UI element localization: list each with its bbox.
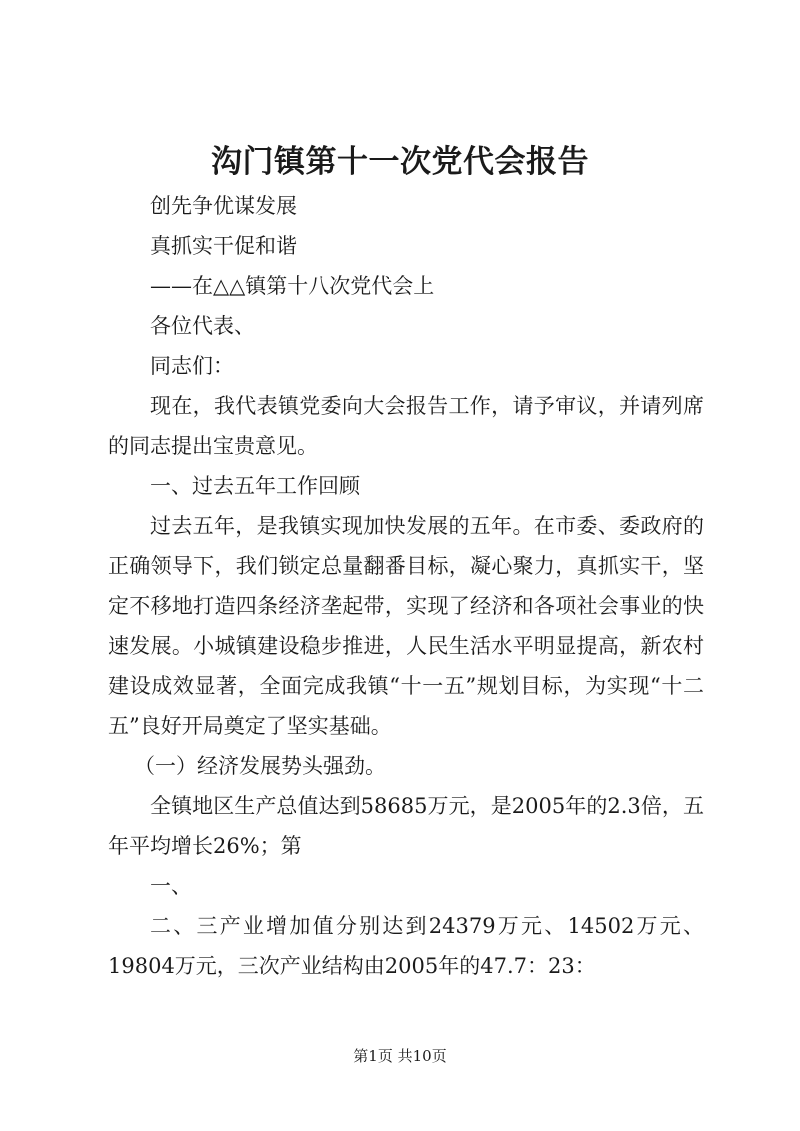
document-title: 沟门镇第十一次党代会报告 xyxy=(211,144,589,180)
document-body xyxy=(108,186,704,986)
paragraph-fragment: 一、 xyxy=(150,874,192,898)
paragraph-industries: 二、三产业增加值分别达到24379万元、14502万元、19804万元，三次产业结构由2005年的47.7：23： xyxy=(108,914,704,978)
section-heading: 一、过去五年工作回顾 xyxy=(150,474,360,498)
page-number-footer: 第1页 共10页 xyxy=(353,1047,447,1065)
paragraph-subtitle-1: 创先争优谋发展 xyxy=(150,194,297,218)
paragraph-gdp: 全镇地区生产总值达到58685万元，是2005年的2.3倍，五年平均增长26%；第 xyxy=(108,794,704,858)
paragraph-subtitle-2: 真抓实干促和谐 xyxy=(150,234,297,258)
paragraph-salutation-2: 同志们： xyxy=(150,354,234,378)
paragraph-subtitle-3: ——在△△镇第十八次党代会上 xyxy=(150,274,435,298)
paragraph-intro: 现在，我代表镇党委向大会报告工作，请予审议，并请列席的同志提出宝贵意见。 xyxy=(108,394,704,458)
paragraph-salutation-1: 各位代表、 xyxy=(150,314,255,338)
paragraph-review: 过去五年，是我镇实现加快发展的五年。在市委、委政府的正确领导下，我们锁定总量翻番目标，凝心聚力，真抓实干，坚定不移地打造四条经济垄起带，实现了经济和各项社会事业的快速发展。小城镇建设稳步推进，人民生活水平明显提高，新农村建设成效显著，全面完成我镇“十一五”规划目标，为实现“十二五”良好开局奠定了坚实基础。 xyxy=(108,514,704,738)
subsection-heading: （一）经济发展势头强劲。 xyxy=(134,754,386,778)
